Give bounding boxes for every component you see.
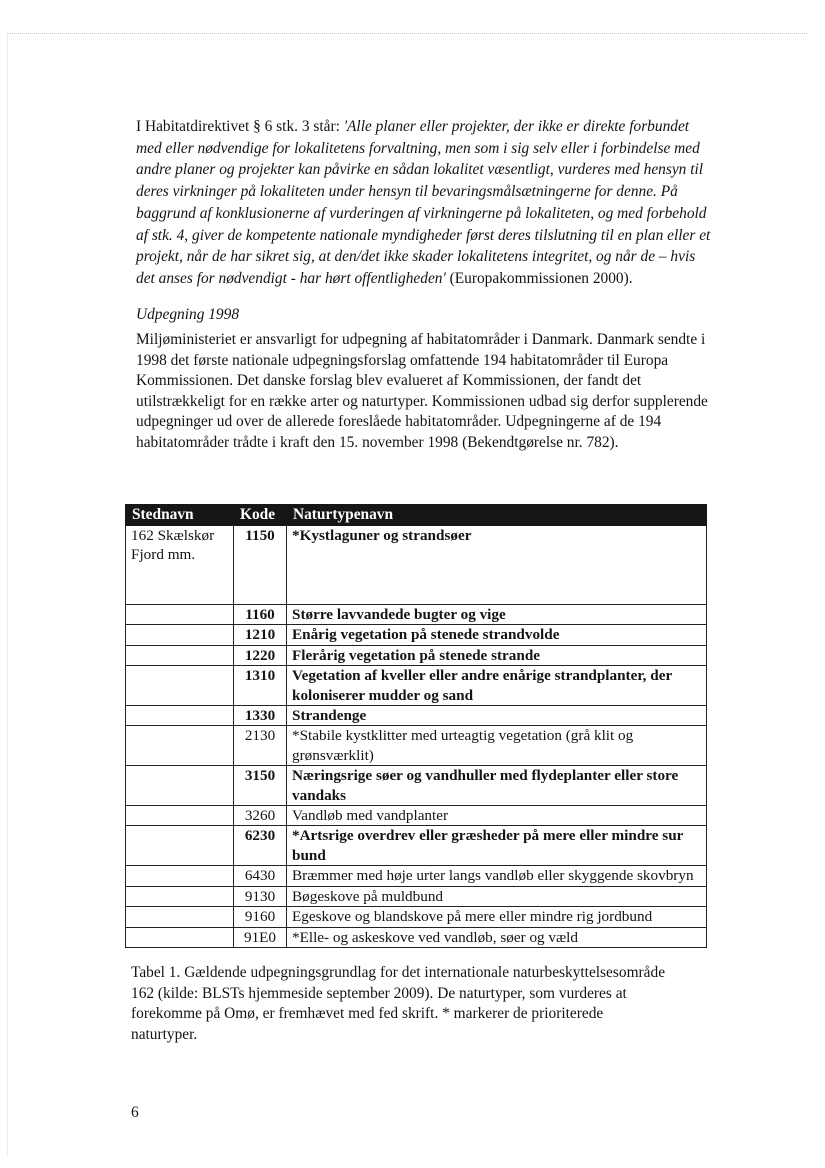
cell-code: 3150 bbox=[234, 766, 287, 806]
table-row bbox=[126, 605, 707, 625]
table-header-row bbox=[126, 505, 707, 526]
table-caption: Tabel 1. Gældende udpegningsgrundlag for det internationale naturbeskyttelsesområde 162 (kilde: BLSTs hjemmeside september 2009). De naturtyper, som vurderes at forekomme på Omø, er fremhævet med fed skrift. * markerer de prioriterede naturtyper. bbox=[131, 964, 666, 1043]
page-number: 6 bbox=[131, 1104, 139, 1121]
cell-code: 9130 bbox=[234, 886, 287, 906]
cell-stednavn-empty bbox=[126, 605, 234, 625]
habitat-table bbox=[125, 504, 707, 948]
cell-stednavn-empty bbox=[126, 706, 234, 726]
header-kode: Kode bbox=[234, 505, 287, 526]
cell-stednavn-empty bbox=[126, 726, 234, 766]
table-row bbox=[126, 927, 707, 947]
cell-name: Bræmmer med høje urter langs vandløb eller skyggende skovbryn bbox=[287, 866, 707, 886]
cell-name: Flerårig vegetation på stenede strande bbox=[287, 645, 707, 665]
cell-name: Enårig vegetation på stenede strandvolde bbox=[287, 625, 707, 645]
cell-name: Større lavvandede bugter og vige bbox=[287, 605, 707, 625]
table-row bbox=[126, 866, 707, 886]
cell-name: *Kystlaguner og strandsøer bbox=[287, 526, 707, 605]
cell-code: 1160 bbox=[234, 605, 287, 625]
cell-code: 2130 bbox=[234, 726, 287, 766]
cell-code: 1210 bbox=[234, 625, 287, 645]
table-row bbox=[126, 886, 707, 906]
cell-code: 6430 bbox=[234, 866, 287, 886]
cell-name: Vandløb med vandplanter bbox=[287, 806, 707, 826]
table-row bbox=[126, 706, 707, 726]
cell-stednavn-empty bbox=[126, 625, 234, 645]
header-naturtypenavn: Naturtypenavn bbox=[287, 505, 707, 526]
cell-stednavn-empty bbox=[126, 907, 234, 927]
cell-stednavn-empty bbox=[126, 806, 234, 826]
table-row bbox=[126, 625, 707, 645]
intro-source: (Europakommissionen 2000). bbox=[445, 269, 633, 287]
cell-stednavn-empty bbox=[126, 927, 234, 947]
intro-lead: I Habitatdirektivet § 6 stk. 3 står: bbox=[136, 118, 344, 135]
table-row bbox=[126, 666, 707, 706]
cell-name: Strandenge bbox=[287, 706, 707, 726]
scan-edge-top bbox=[8, 33, 807, 34]
cell-code: 1220 bbox=[234, 645, 287, 665]
cell-code: 9160 bbox=[234, 907, 287, 927]
table-row bbox=[126, 826, 707, 866]
cell-code: 1310 bbox=[234, 666, 287, 706]
cell-name: Bøgeskove på muldbund bbox=[287, 886, 707, 906]
cell-name: Næringsrige søer og vandhuller med flydeplanter eller store vandaks bbox=[287, 766, 707, 806]
header-stednavn: Stednavn bbox=[126, 505, 234, 526]
cell-code: 6230 bbox=[234, 826, 287, 866]
table-row bbox=[126, 766, 707, 806]
cell-name: Egeskove og blandskove på mere eller mindre rig jordbund bbox=[287, 907, 707, 927]
cell-name: *Artsrige overdrev eller græsheder på mere eller mindre sur bund bbox=[287, 826, 707, 866]
cell-code: 1150 bbox=[234, 526, 287, 605]
cell-stednavn-empty bbox=[126, 866, 234, 886]
cell-stednavn-empty bbox=[126, 826, 234, 866]
cell-code: 91E0 bbox=[234, 927, 287, 947]
cell-name: *Elle- og askeskove ved vandløb, søer og væld bbox=[287, 927, 707, 947]
cell-name: Vegetation af kveller eller andre enårige strandplanter, der koloniserer mudder og sand bbox=[287, 666, 707, 706]
cell-stednavn-empty bbox=[126, 766, 234, 806]
cell-stednavn: 162 Skælskør Fjord mm. bbox=[126, 526, 234, 605]
cell-code: 1330 bbox=[234, 706, 287, 726]
table-row bbox=[126, 526, 707, 605]
cell-stednavn-empty bbox=[126, 645, 234, 665]
cell-stednavn-empty bbox=[126, 666, 234, 706]
cell-name: *Stabile kystklitter med urteagtig vegetation (grå klit og grønsværklit) bbox=[287, 726, 707, 766]
cell-stednavn-empty bbox=[126, 886, 234, 906]
table-row bbox=[126, 907, 707, 927]
table-row bbox=[126, 645, 707, 665]
section-body: Miljøministeriet er ansvarligt for udpegning af habitatområder i Danmark. Danmark sendte i 1998 det første nationale udpegningsforslag omfattende 194 habitatområder til Europa Kommissionen. Det danske forslag blev evalueret af Kommissionen, der fandt det utilstrækkeligt for en række arter og naturtyper. Kommissionen udbad sig derfor supplerende udpegninger ud over de allerede foreslåede habitatområder. Udpegningerne af de 194 habitatområder trådte i kraft den 15. november 1998 (Bekendtgørelse nr. 782). bbox=[136, 331, 708, 451]
cell-code: 3260 bbox=[234, 806, 287, 826]
intro-paragraph bbox=[136, 116, 711, 290]
intro-quote: 'Alle planer eller projekter, der ikke er direkte forbundet med eller nødvendige for lokalitetens forvaltning, men som i sig selv eller i forbindelse med andre planer og projekter kan påvirke en sådan lokalitet væsentligt, vurderes med hensyn til deres virkninger på lokaliteten under hensyn til bevaringsmålsætningerne for denne. På baggrund af konklusionerne af vurderingen af virkningerne på lokaliteten, og med forbehold af stk. 4, giver de kompetente nationale myndigheder først deres tilslutning til en plan eller et projekt, når de har sikret sig, at den/det ikke skader lokalitetens integritet, og når de – hvis det anses for nødvendigt - har hørt offentligheden' bbox=[136, 118, 711, 287]
section-heading: Udpegning 1998 bbox=[136, 306, 240, 323]
table-row bbox=[126, 806, 707, 826]
table-row bbox=[126, 726, 707, 766]
scan-edge-left bbox=[7, 33, 8, 1156]
